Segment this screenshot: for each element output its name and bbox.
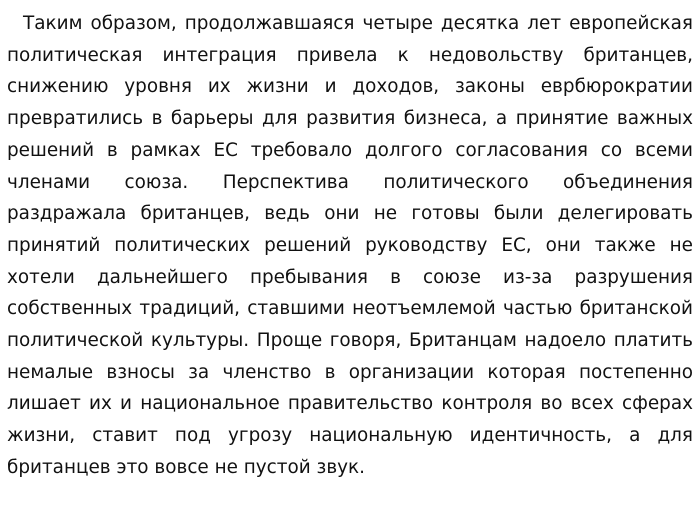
body-paragraph: Таким образом, продолжавшаяся четыре десятка лет европейская политическая интеграция привела к недовольству британцев, снижению уровня их жизни и доходов, законы еврбюрократии превратились в барьеры для развития бизнеса, а принятие важных решений в рамках ЕС требовало долгого согласования со всеми членами союза. Перспектива политического объединения раздражала британцев, ведь они не готовы были делегировать принятий политических решений руководству ЕС, они также не хотели дальнейшего пребывания в союзе из-за разрушения собственных традиций, ставшими неотъемлемой частью британской политической культуры. Проще говоря, Британцам надоело платить немалые взносы за членство в организации которая постепенно лишает их и национальное правительство контроля во всех сферах жизни, ставит под угрозу национальную идентичность, а для британцев это вовсе не пустой звук.	[7, 13, 693, 478]
document-body	[7, 8, 693, 484]
